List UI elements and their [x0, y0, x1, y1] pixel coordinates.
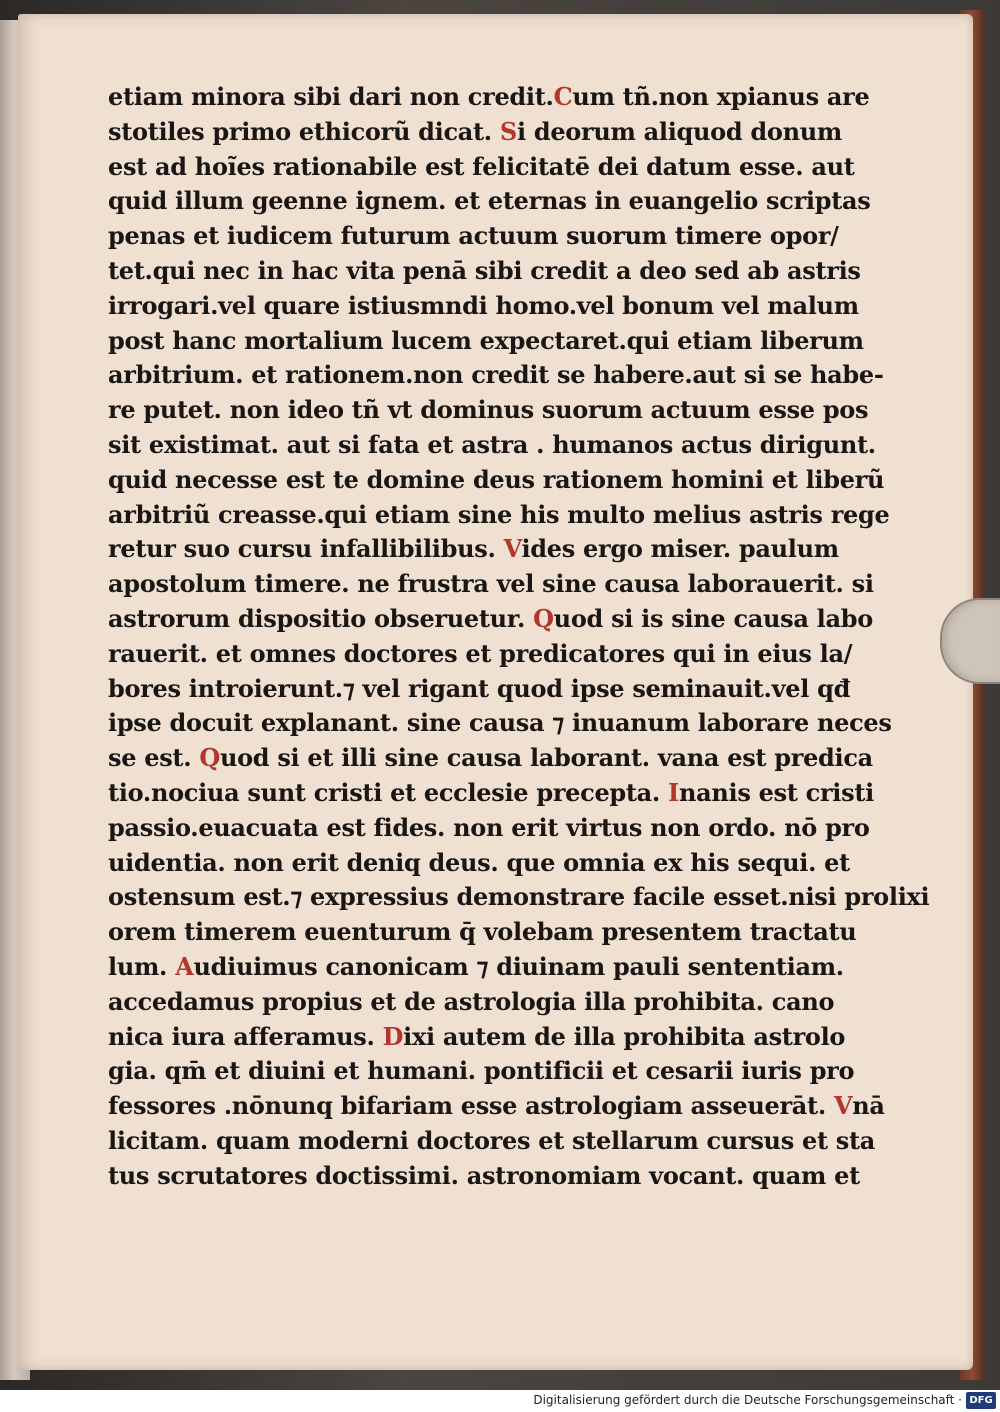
text-segment: uod si et illi sine causa laborant. vana est predica	[219, 743, 873, 773]
text-segment: quid illum geenne ignem. et eternas in euangelio scriptas	[108, 186, 871, 216]
text-line	[108, 289, 859, 324]
text-segment: uidentia. non erit deniq deus. que omnia ex his sequi. et	[108, 847, 850, 877]
rubricated-initial: Q	[199, 743, 220, 773]
text-segment: est ad hoĩes rationabile est felicitatē dei datum esse. aut	[108, 151, 855, 181]
text-line	[108, 915, 857, 950]
text-line	[108, 498, 890, 533]
text-segment: tet.qui nec in hac vita penā sibi credit a deo sed ab astris	[108, 255, 861, 285]
text-segment: udiuimus canonicam ⁊ diuinam pauli sententiam.	[193, 951, 844, 981]
text-segment: passio.euacuata est fides. non erit virtus non ordo. nō pro	[108, 812, 870, 842]
text-segment: nica iura afferamus.	[108, 1021, 383, 1051]
text-segment: i deorum aliquod donum	[516, 116, 842, 146]
rubricated-initial: D	[382, 1021, 404, 1051]
text-segment: tio.nociua sunt cristi et ecclesie precepta.	[108, 777, 669, 807]
text-segment: re putet. non ideo tñ vt dominus suorum actuum esse pos	[108, 395, 869, 425]
text-segment: se est.	[108, 743, 200, 773]
rubricated-initial: S	[499, 116, 517, 146]
text-line	[108, 1054, 855, 1089]
text-segment: accedamus propius et de astrologia illa prohibita. cano	[108, 986, 835, 1016]
text-segment: apostolum timere. ne frustra vel sine causa laborauerit. si	[108, 569, 874, 599]
text-segment: retur suo cursu infallibilibus.	[108, 534, 504, 564]
text-line	[108, 985, 835, 1020]
footer-bar	[0, 1390, 1000, 1412]
text-segment: astrorum dispositio obseruetur.	[108, 603, 534, 633]
text-segment: lum.	[108, 951, 176, 981]
text-line	[108, 428, 876, 463]
text-segment: ixi autem de illa prohibita astrolo	[403, 1021, 846, 1051]
text-segment: nā	[852, 1091, 885, 1121]
text-segment: ipse docuit explanant. sine causa ⁊ inuanum laborare neces	[108, 708, 892, 738]
text-line	[108, 324, 864, 359]
dfg-logo-icon: DFG	[966, 1392, 996, 1409]
text-line	[108, 776, 874, 811]
text-line	[108, 184, 871, 219]
text-line	[108, 706, 892, 741]
text-line	[108, 637, 853, 672]
rubricated-initial: C	[553, 82, 573, 111]
text-segment: post hanc mortalium lucem expectaret.qui etiam liberum	[108, 325, 864, 355]
text-segment: gia. qm̄ et diuini et humani. pontificii et cesarii iuris pro	[108, 1056, 855, 1086]
text-line	[108, 1159, 860, 1194]
text-line	[108, 1020, 846, 1055]
text-line	[108, 115, 842, 150]
text-segment: uod si is sine causa labo	[553, 603, 873, 633]
text-line	[108, 463, 885, 498]
text-segment: tus scrutatores doctissimi. astronomiam vocant. quam et	[108, 1160, 860, 1190]
text-segment: licitam. quam moderni doctores et stellarum cursus et sta	[108, 1125, 876, 1155]
text-segment: stotiles primo ethicorũ dicat.	[108, 116, 500, 146]
text-line	[108, 741, 873, 776]
text-line	[108, 358, 884, 393]
text-segment: ides ergo miser. paulum	[521, 534, 839, 564]
text-line	[108, 602, 873, 637]
text-segment: penas et iudicem futurum actuum suorum timere opor/	[108, 221, 839, 251]
text-segment: rauerit. et omnes doctores et predicatores qui in eius la/	[108, 638, 853, 668]
text-line	[108, 80, 870, 115]
page-text	[108, 80, 930, 1194]
text-line	[108, 1089, 885, 1124]
text-segment: etiam minora sibi dari non credit.	[108, 82, 554, 111]
funding-credit: Digitalisierung gefördert durch die Deutsche Forschungsgemeinschaft ·	[533, 1393, 962, 1407]
rubricated-initial: I	[668, 777, 679, 807]
text-line	[108, 532, 839, 567]
rubricated-initial: A	[175, 951, 194, 981]
text-segment: ostensum est.⁊ expressius demonstrare facile esset.nisi prolixi	[108, 882, 930, 912]
text-line	[108, 567, 874, 602]
text-segment: irrogari.vel quare istiusmndi homo.vel bonum vel malum	[108, 290, 859, 320]
rubricated-initial: Q	[533, 603, 554, 633]
text-segment: bores introierunt.⁊ vel rigant quod ipse seminauit.vel qđ	[108, 673, 851, 703]
text-line	[108, 880, 930, 915]
text-segment: fessores .nōnunq bifariam esse astrologiam asseuerāt.	[108, 1091, 834, 1121]
text-line	[108, 950, 844, 985]
text-line	[108, 811, 870, 846]
text-line	[108, 254, 861, 289]
text-segment: nanis est cristi	[678, 777, 874, 807]
text-line	[108, 672, 851, 707]
text-segment: um tñ.non xpianus are	[572, 82, 870, 111]
text-segment: quid necesse est te domine deus rationem homini et liberũ	[108, 464, 885, 494]
rubricated-initial: V	[833, 1091, 853, 1121]
text-line	[108, 150, 855, 185]
text-line	[108, 219, 839, 254]
text-line	[108, 846, 850, 881]
text-segment: sit existimat. aut si fata et astra . humanos actus dirigunt.	[108, 429, 876, 459]
text-line	[108, 1124, 876, 1159]
rubricated-initial: V	[503, 534, 522, 564]
text-segment: arbitriũ creasse.qui etiam sine his multo melius astris rege	[108, 499, 890, 529]
text-segment: arbitrium. et rationem.non credit se habere.aut si se habe-	[108, 360, 884, 390]
text-segment: orem timerem euenturum q̄ volebam presentem tractatu	[108, 917, 857, 947]
text-line	[108, 393, 869, 428]
